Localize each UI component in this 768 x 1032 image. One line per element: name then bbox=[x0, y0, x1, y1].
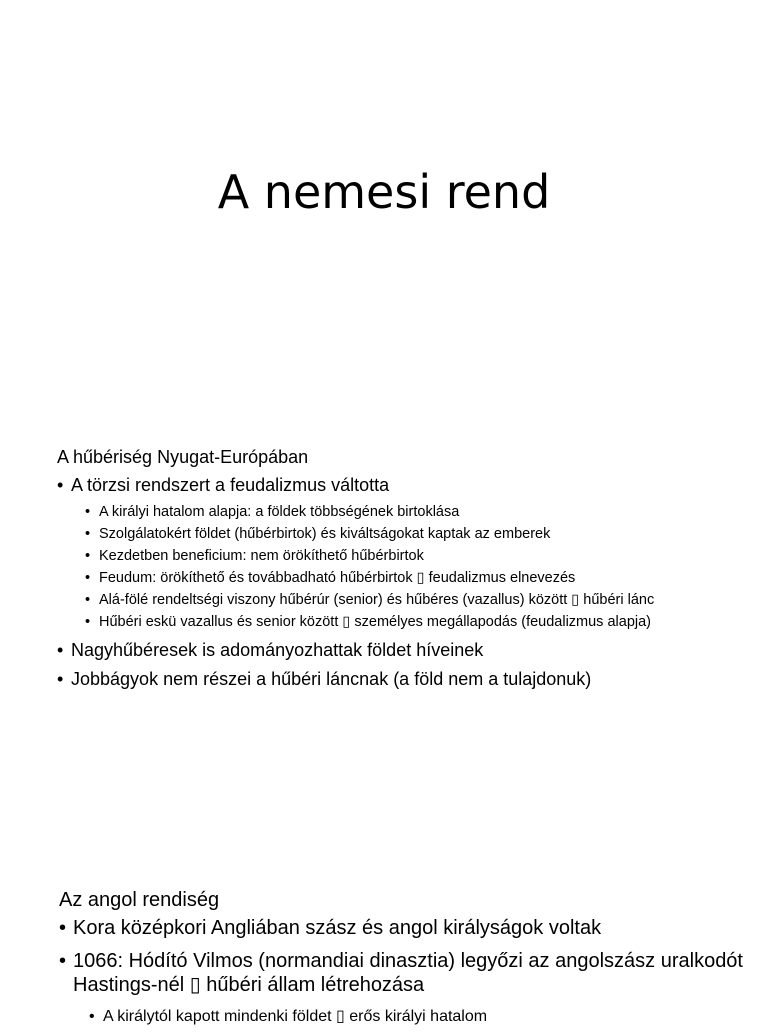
bullet-item: • Jobbágyok nem részei a hűbéri láncnak (a föld nem a tulajdonuk) bbox=[57, 666, 757, 692]
bullet-item: • Nagyhűbéresek is adományozhattak földet híveinek bbox=[57, 637, 757, 663]
slide-english-estates bbox=[59, 886, 759, 1032]
sub-bullet-item: • Szolgálatokért földet (hűbérbirtok) és kiváltságokat kaptak az emberek bbox=[85, 523, 757, 545]
sub-bullet-list bbox=[59, 1006, 759, 1028]
bullet-list bbox=[57, 637, 757, 692]
bullet-list bbox=[59, 916, 759, 998]
sub-bullet-item: • Hűbéri eskü vazallus és senior között ▯ személyes megállapodás (feudalizmus alapja) bbox=[85, 611, 757, 633]
sub-bullet-item: • A királytól kapott mindenki földet ▯ erős királyi hatalom bbox=[89, 1006, 759, 1028]
bullet-list bbox=[57, 472, 757, 498]
bullet-item: • 1066: Hódító Vilmos (normandiai dinasztia) legyőzi az angolszász uralkodót Hastings-nél ▯ hűbéri állam létrehozása bbox=[59, 949, 759, 998]
bullet-item: • A törzsi rendszert a feudalizmus váltotta bbox=[57, 472, 757, 498]
sub-bullet-item: • Feudum: örökíthető és továbbadható hűbérbirtok ▯ feudalizmus elnevezés bbox=[85, 567, 757, 589]
sub-bullet-list bbox=[57, 501, 757, 633]
section-heading-feudalism: A hűbériség Nyugat-Európában bbox=[57, 447, 309, 467]
sub-bullet-item: • Alá-fölé rendeltségi viszony hűbérúr (senior) és hűbéres (vazallus) között ▯ hűbéri lánc bbox=[85, 589, 757, 611]
bullet-item: • Kora középkori Angliában szász és angol királyságok voltak bbox=[59, 916, 759, 941]
sub-bullet-item: • A királyi hatalom alapja: a földek többségének birtoklása bbox=[85, 501, 757, 523]
slide-title: A nemesi rend bbox=[217, 165, 551, 219]
sub-bullet-item: • Kezdetben beneficium: nem örökíthető hűbérbirtok bbox=[85, 545, 757, 567]
slide-feudalism bbox=[57, 444, 757, 695]
section-heading-english: Az angol rendiség bbox=[59, 889, 220, 911]
